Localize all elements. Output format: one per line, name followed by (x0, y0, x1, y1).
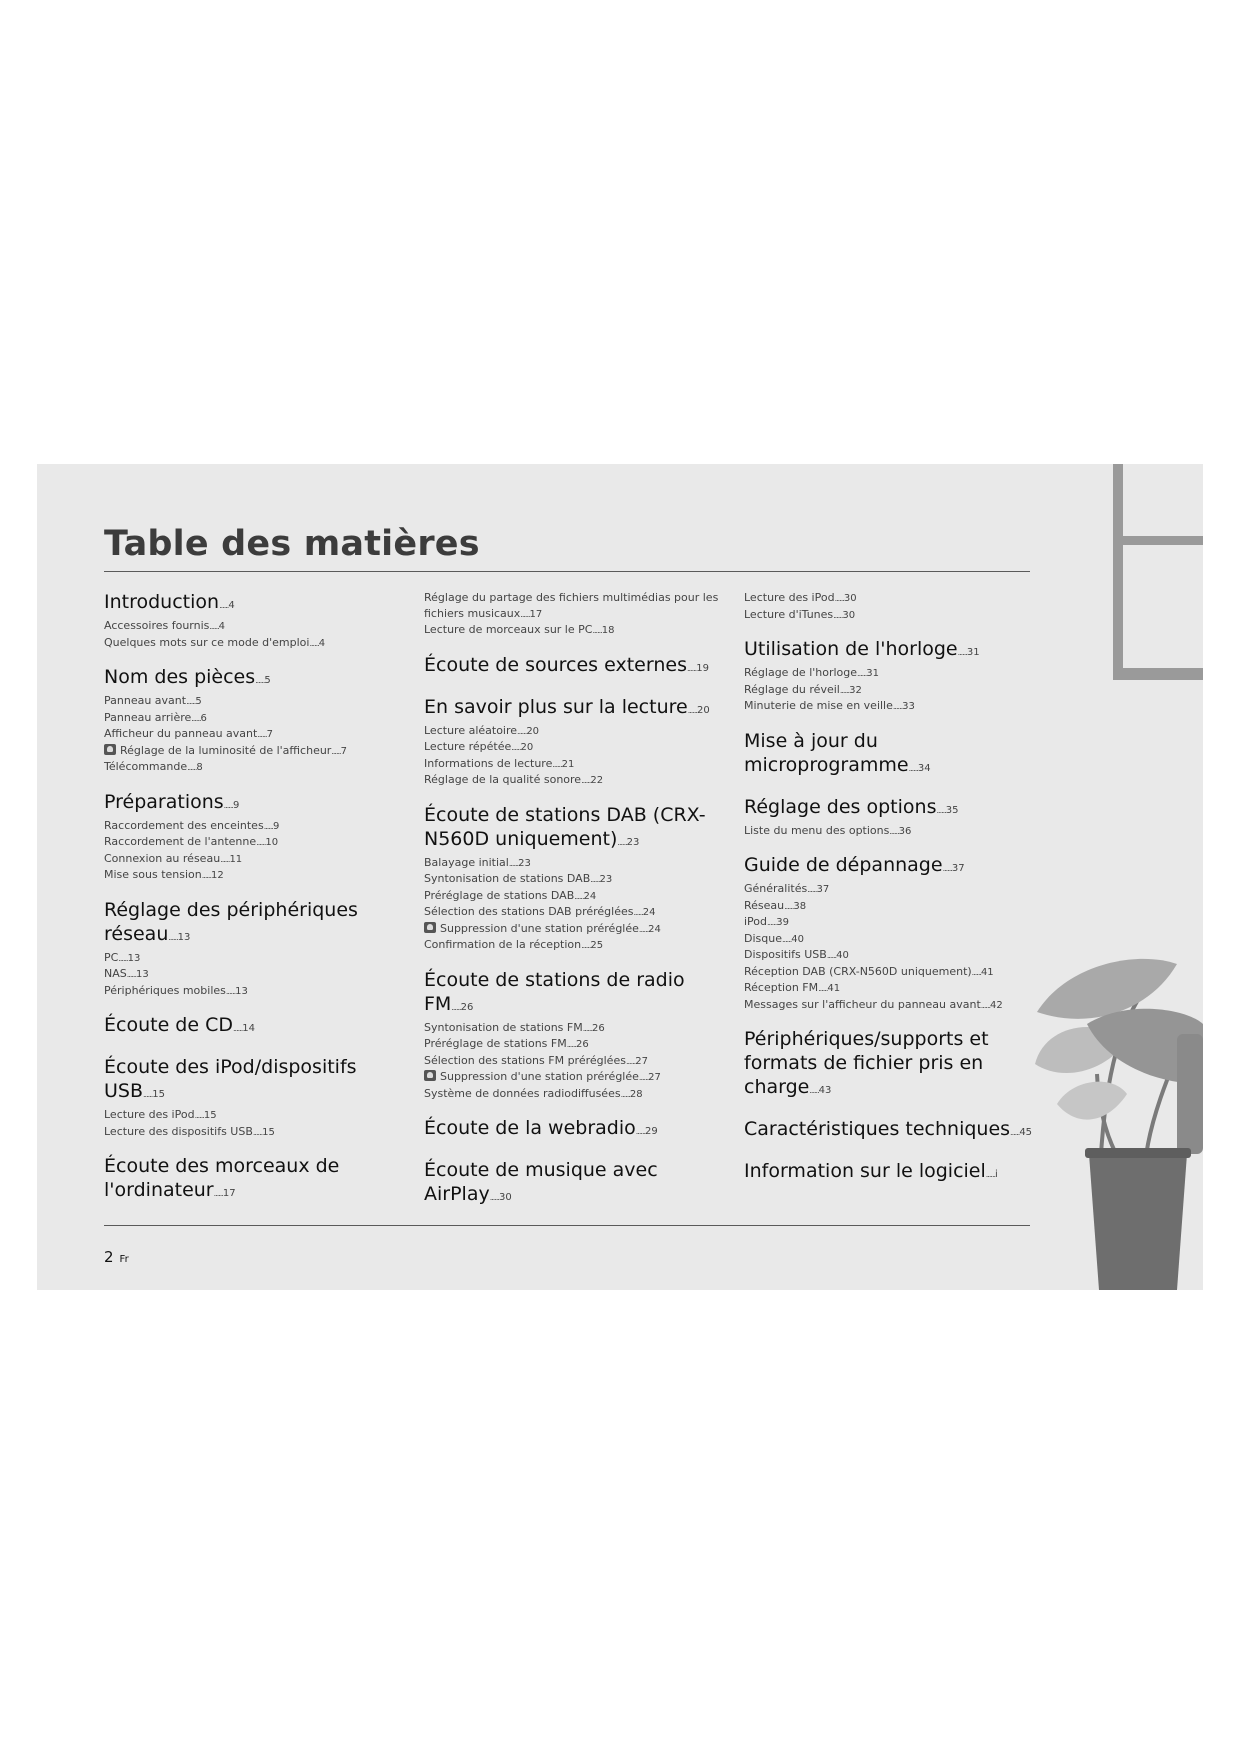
toc-entry-text: Lecture des dispositifs USB (104, 1124, 253, 1138)
toc-entry-page: ...... 26 (583, 1023, 605, 1034)
toc-entry-text: Télécommande (104, 760, 188, 773)
toc-entry-page: ...... 17 (520, 609, 542, 620)
hint-icon (424, 1070, 436, 1081)
toc-entry[interactable] (744, 997, 1044, 1014)
footer-divider (104, 1225, 1030, 1226)
section-page-number: ...... 5 (255, 675, 271, 686)
toc-entry-page: ...... 4 (309, 638, 325, 649)
toc-entry-text: Réglage du partage des fichiers multimédias pour les fichiers musicaux (424, 591, 719, 620)
section-heading-text: Utilisation de l'horloge (744, 638, 958, 660)
toc-entry-page: ...... 41 (818, 983, 840, 994)
toc-section (744, 1027, 1044, 1103)
toc-section (744, 590, 1044, 623)
toc-entry[interactable] (104, 693, 404, 710)
plant-decoration (1035, 959, 1203, 1290)
toc-entry-text: Généralités (744, 882, 808, 895)
section-heading-text: Écoute de stations de radio FM (424, 968, 685, 1015)
section-page-number: ...... 20 (688, 705, 710, 716)
page-title: Table des matières (104, 524, 480, 564)
toc-entry-text: Préréglage de stations DAB (424, 888, 575, 902)
toc-entry-text: Lecture de morceaux sur le PC (424, 623, 593, 636)
toc-entry[interactable] (744, 980, 1044, 997)
toc-entry-text: Sélection des stations DAB préréglées (424, 905, 634, 918)
section-page-number: ...... 35 (936, 805, 958, 816)
toc-entry-page: ...... 7 (331, 746, 347, 757)
toc-entry-page: ...... 23 (590, 874, 612, 885)
toc-section (744, 1117, 1044, 1145)
toc-section (744, 637, 1044, 715)
section-heading[interactable] (424, 968, 724, 1020)
toc-entry-text: PC (104, 950, 119, 964)
section-heading[interactable] (104, 898, 404, 950)
toc-entry-page: ...... 30 (835, 593, 857, 604)
toc-entry-text: Liste du menu des options (744, 823, 890, 837)
section-heading-text: Réglage des options (744, 795, 937, 818)
section-heading[interactable] (744, 795, 1044, 823)
toc-column-3 (744, 590, 1044, 1201)
toc-entry-text: Informations de lecture (424, 756, 553, 770)
window-frame-decoration (1113, 464, 1203, 680)
toc-entry[interactable] (424, 1069, 724, 1086)
toc-section (424, 653, 724, 681)
section-page-number: ...... 15 (143, 1089, 165, 1100)
toc-entry[interactable] (744, 682, 1044, 699)
toc-entry-page: ...... 13 (226, 986, 248, 997)
toc-entry-text: Réseau (744, 898, 785, 912)
toc-entry[interactable] (424, 739, 724, 756)
section-heading-text: Écoute des morceaux de l'ordinateur (104, 1155, 340, 1201)
toc-section (104, 1055, 404, 1140)
toc-entry[interactable] (104, 743, 404, 760)
toc-entry[interactable] (104, 726, 404, 743)
section-heading-text: Écoute de la webradio (424, 1117, 636, 1139)
toc-entry-page: ...... 8 (187, 762, 203, 773)
toc-entry[interactable] (424, 1036, 724, 1053)
toc-entry-page: ...... 15 (195, 1110, 217, 1121)
toc-entry-text: Périphériques mobiles (104, 983, 226, 997)
section-heading-text: Écoute de stations DAB (CRX-N560D uniquement) (424, 803, 706, 850)
toc-entry-page: ...... 28 (621, 1089, 643, 1100)
toc-entry-text: Accessoires fournis (104, 619, 210, 632)
toc-entry-text: Réglage de l'horloge (744, 666, 858, 679)
toc-section (104, 790, 404, 884)
section-page-number: ...... 26 (451, 1002, 473, 1013)
toc-section (424, 590, 724, 639)
toc-entry-page: ...... 4 (209, 621, 225, 632)
toc-page (37, 464, 1203, 1290)
section-heading[interactable] (424, 1116, 724, 1144)
section-heading-text: Information sur le logiciel (744, 1160, 986, 1182)
section-heading[interactable] (744, 853, 1044, 881)
toc-entry-page: ...... 9 (264, 821, 280, 832)
toc-entry-text: Lecture des iPod (104, 1108, 195, 1121)
toc-entry[interactable] (424, 622, 724, 639)
toc-section (104, 665, 404, 776)
section-heading-text: Périphériques/supports et formats de fichier pris en charge (744, 1028, 989, 1098)
section-heading[interactable] (104, 665, 404, 693)
toc-entry[interactable] (104, 635, 404, 652)
section-page-number: ...... 29 (636, 1126, 658, 1137)
toc-entry-page: ...... 40 (827, 950, 849, 961)
toc-entry-page: ...... 20 (517, 726, 539, 737)
section-heading[interactable] (104, 1154, 404, 1206)
toc-entry-text: Réglage du réveil (744, 682, 840, 696)
toc-entry-page: ...... 23 (509, 858, 531, 869)
toc-entry[interactable] (424, 904, 724, 921)
toc-entry-page: ...... 20 (511, 742, 533, 753)
toc-entry[interactable] (104, 1107, 404, 1124)
section-page-number: ...... 45 (1010, 1127, 1032, 1138)
toc-entry-text: Raccordement de l'antenne (104, 835, 257, 848)
section-heading-text: Réglage des périphériques réseau (104, 898, 358, 945)
section-page-number: ...... 13 (168, 932, 190, 943)
section-heading[interactable] (744, 637, 1044, 665)
toc-entry-text: Balayage initial (424, 855, 509, 869)
toc-entry[interactable] (744, 931, 1044, 948)
toc-entry-page: ...... 21 (552, 759, 574, 770)
toc-entry[interactable] (424, 756, 724, 773)
toc-entry-page: ...... 31 (857, 668, 879, 679)
toc-entry-page: ...... 5 (186, 696, 202, 707)
toc-entry-page: ...... 26 (567, 1039, 589, 1050)
toc-entry-text: Quelques mots sur ce mode d'emploi (104, 635, 310, 649)
section-page-number: ...... 9 (224, 800, 240, 811)
section-heading-text: Préparations (104, 790, 224, 813)
toc-entry-text: Dispositifs USB (744, 948, 827, 961)
toc-section (744, 853, 1044, 1013)
toc-entry[interactable] (104, 834, 404, 851)
toc-entry[interactable] (104, 759, 404, 776)
toc-entry[interactable] (424, 937, 724, 954)
section-heading[interactable] (104, 1013, 404, 1041)
toc-entry[interactable] (744, 964, 1044, 981)
toc-entry[interactable] (744, 947, 1044, 964)
toc-entry[interactable] (424, 1020, 724, 1037)
section-heading-text: Écoute des iPod/dispositifs USB (104, 1056, 357, 1102)
toc-section (744, 729, 1044, 781)
toc-entry-page: ...... 7 (257, 729, 273, 740)
toc-entry-page: ...... 13 (127, 969, 149, 980)
title-divider (104, 571, 1030, 572)
toc-entry-page: ...... 39 (767, 917, 789, 928)
toc-entry-text: Disque (744, 931, 782, 945)
toc-entry[interactable] (744, 590, 1044, 607)
toc-section (744, 795, 1044, 840)
language-label: Fr (119, 1254, 129, 1265)
toc-entry[interactable] (424, 1086, 724, 1103)
section-heading-text: Écoute de musique avec AirPlay (424, 1159, 658, 1205)
toc-entry[interactable] (424, 855, 724, 872)
toc-entry-page: ...... 24 (639, 924, 661, 935)
toc-entry-text: Lecture répétée (424, 740, 512, 753)
toc-entry-page: ...... 33 (893, 701, 915, 712)
section-heading[interactable] (424, 1158, 724, 1210)
toc-entry-text: NAS (104, 967, 127, 980)
toc-entry[interactable] (424, 1053, 724, 1070)
section-heading[interactable] (424, 803, 724, 855)
toc-entry-page: ...... 18 (592, 625, 614, 636)
section-heading-text: Introduction (104, 591, 220, 613)
toc-entry-text: Lecture d'iTunes (744, 607, 834, 621)
toc-entry-text: Afficheur du panneau avant (104, 727, 258, 740)
toc-entry[interactable] (744, 914, 1044, 931)
section-heading-text: Nom des pièces (104, 666, 256, 688)
toc-entry-text: Mise sous tension (104, 868, 202, 881)
toc-entry[interactable] (744, 698, 1044, 715)
toc-entry-page: ...... 38 (784, 901, 806, 912)
hint-icon (104, 744, 116, 755)
toc-entry-page: ...... 24 (633, 907, 655, 918)
toc-entry-page: ...... 25 (581, 940, 603, 951)
section-heading[interactable] (424, 653, 724, 681)
toc-section (104, 590, 404, 651)
toc-section (104, 1013, 404, 1041)
section-heading-text: Écoute de CD (104, 1014, 233, 1036)
toc-entry-text: Réglage de la qualité sonore (424, 773, 582, 786)
section-heading-text: Guide de dépannage (744, 854, 943, 876)
toc-entry-text: iPod (744, 915, 768, 928)
toc-entry-text: Lecture aléatoire (424, 723, 518, 737)
toc-entry[interactable] (104, 710, 404, 727)
section-page-number: ...... 23 (617, 837, 639, 848)
toc-entry[interactable] (424, 888, 724, 905)
toc-entry[interactable] (744, 665, 1044, 682)
toc-entry-page: ...... 11 (220, 854, 242, 865)
toc-section (744, 1159, 1044, 1187)
toc-entry-page: ...... 32 (840, 685, 862, 696)
toc-entry-text: Connexion au réseau (104, 851, 221, 865)
toc-entry-page: ...... 41 (972, 967, 994, 978)
toc-entry-page: ...... 30 (833, 610, 855, 621)
section-page-number: ...... i (986, 1169, 998, 1180)
toc-section (424, 1158, 724, 1210)
toc-entry[interactable] (104, 867, 404, 884)
toc-entry-text: Suppression d'une station préréglée (440, 921, 639, 935)
hint-icon (424, 922, 436, 933)
toc-entry[interactable] (744, 898, 1044, 915)
toc-entry-text: Minuterie de mise en veille (744, 699, 893, 712)
toc-entry-text: Raccordement des enceintes (104, 818, 264, 832)
section-heading[interactable] (104, 1055, 404, 1107)
section-page-number: ...... 37 (943, 863, 965, 874)
toc-entry-page: ...... 36 (889, 826, 911, 837)
toc-entry[interactable] (104, 966, 404, 983)
section-heading-text: Écoute de sources externes (424, 653, 687, 676)
toc-column-1 (104, 590, 404, 1220)
toc-entry-text: Panneau avant (104, 694, 187, 707)
toc-section (104, 898, 404, 1000)
section-page-number: ...... 4 (219, 600, 235, 611)
toc-entry[interactable] (104, 950, 404, 967)
section-page-number: ...... 34 (909, 763, 931, 774)
section-heading[interactable] (744, 1159, 1044, 1187)
section-heading[interactable] (744, 1117, 1044, 1145)
section-page-number: ...... 31 (958, 647, 980, 658)
section-page-number: ...... 30 (490, 1192, 512, 1203)
page-number (104, 1248, 129, 1266)
toc-entry[interactable] (424, 871, 724, 888)
toc-entry[interactable] (104, 818, 404, 835)
toc-entry-text: Système de données radiodiffusées (424, 1086, 621, 1100)
toc-column-2 (424, 590, 724, 1224)
toc-entry-page: ...... 15 (253, 1127, 275, 1138)
toc-entry-text: Réglage de la luminosité de l'afficheur (120, 743, 332, 757)
toc-section (424, 1116, 724, 1144)
toc-section (424, 803, 724, 954)
toc-entry-text: Syntonisation de stations FM (424, 1020, 583, 1034)
toc-entry-page: ...... 13 (118, 953, 140, 964)
toc-entry-page: ...... 27 (626, 1056, 648, 1067)
toc-entry-text: Lecture des iPod (744, 591, 835, 604)
section-heading-text: En savoir plus sur la lecture (424, 695, 688, 718)
toc-entry-page: ...... 40 (782, 934, 804, 945)
toc-entry-page: ...... 22 (581, 775, 603, 786)
toc-entry-text: Confirmation de la réception (424, 938, 582, 951)
section-heading[interactable] (104, 790, 404, 818)
toc-entry-text: Préréglage de stations FM (424, 1037, 567, 1050)
toc-entry-page: ...... 27 (639, 1072, 661, 1083)
toc-entry-text: Réception DAB (CRX-N560D uniquement) (744, 964, 972, 978)
section-page-number: ...... 43 (809, 1085, 831, 1096)
toc-entry-text: Réception FM (744, 981, 819, 994)
section-heading[interactable] (744, 729, 1044, 781)
page-number-value: 2 (104, 1248, 114, 1266)
toc-entry[interactable] (424, 921, 724, 938)
toc-entry[interactable] (104, 983, 404, 1000)
toc-entry-page: ...... 6 (191, 713, 207, 724)
toc-entry[interactable] (424, 723, 724, 740)
section-heading[interactable] (744, 1027, 1044, 1103)
toc-entry-text: Syntonisation de stations DAB (424, 872, 591, 885)
section-page-number: ...... 17 (214, 1188, 236, 1199)
toc-entry[interactable] (104, 618, 404, 635)
toc-entry[interactable] (104, 851, 404, 868)
toc-entry[interactable] (424, 590, 724, 622)
section-page-number: ...... 19 (687, 663, 709, 674)
section-heading[interactable] (424, 695, 724, 723)
toc-entry[interactable] (104, 1124, 404, 1141)
toc-entry-page: ...... 12 (202, 870, 224, 881)
toc-entry[interactable] (744, 881, 1044, 898)
toc-section (104, 1154, 404, 1206)
toc-entry-page: ...... 10 (256, 837, 278, 848)
toc-entry-page: ...... 42 (981, 1000, 1003, 1011)
toc-entry-page: ...... 37 (807, 884, 829, 895)
toc-entry-text: Suppression d'une station préréglée (440, 1070, 639, 1083)
toc-entry[interactable] (744, 607, 1044, 624)
toc-section (424, 968, 724, 1103)
section-page-number: ...... 14 (233, 1023, 255, 1034)
section-heading-text: Mise à jour du microprogramme (744, 729, 909, 776)
section-heading-text: Caractéristiques techniques (744, 1118, 1011, 1140)
toc-entry-page: ...... 24 (574, 891, 596, 902)
toc-entry[interactable] (424, 772, 724, 789)
toc-entry-text: Sélection des stations FM préréglées (424, 1053, 626, 1067)
toc-entry-text: Messages sur l'afficheur du panneau avant (744, 997, 981, 1011)
section-heading[interactable] (104, 590, 404, 618)
toc-section (424, 695, 724, 789)
toc-entry-text: Panneau arrière (104, 710, 192, 724)
toc-entry[interactable] (744, 823, 1044, 840)
